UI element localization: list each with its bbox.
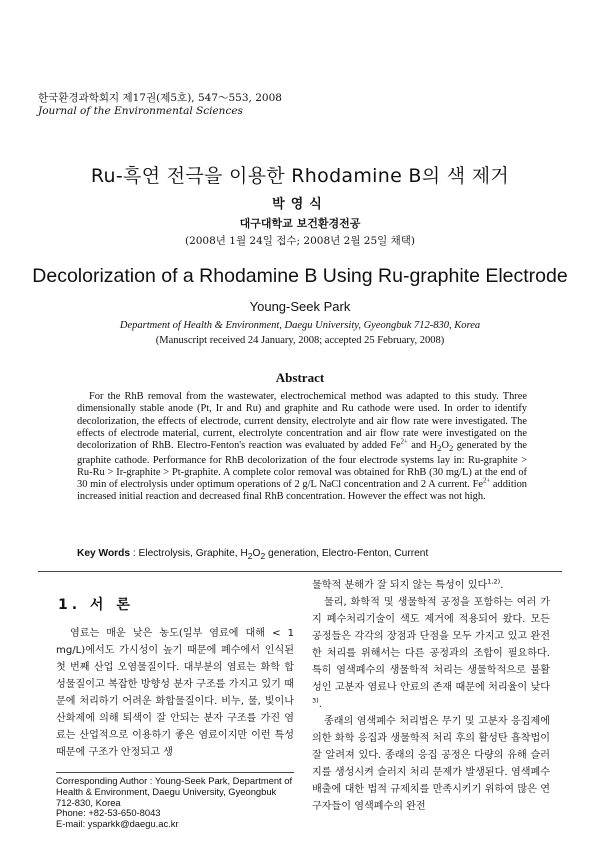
footnote-phone: Phone: +82-53-650-8043 [56,807,161,819]
paragraph [312,594,550,713]
abstract-heading: Abstract [275,370,325,385]
citation: 3) [312,696,319,705]
keywords-text: : Electrolysis, Graphite, H [130,548,248,559]
section-heading: 1. 서 론 [58,597,134,613]
paragraph-text: . [318,699,322,710]
paragraph [312,577,550,594]
subscript: 2 [437,443,442,454]
affiliation-ko: 대구대학교 보건환경전공 [239,217,361,230]
keywords-text: generation, Electro-Fenton, Current [265,548,429,559]
footnote-author: Corresponding Author : Young-Seek Park, Department of Health & Environment, Daegu University, Gyeongbuk 712-830, Korea [56,775,293,808]
subscript: 2 [247,551,253,562]
received-date-ko: (2008년 1월 24일 접수; 2008년 2월 25일 채택) [184,235,416,247]
paragraph: 종래의 염색폐수 처리법은 무기 및 고분자 응집제에 의한 화학 응집과 생물학적 처리 후의 활성탄 흡착법이 잘 알려져 있다. 종래의 응집 공정은 다량의 유해 슬러지를 생성시켜 슬러지 처리 문제가 발생된다. 염색폐수 배출에 대한 법적 규제치를 만족시키기 위하여 많은 연구자들이 염색폐수의 완전 [312,716,550,812]
citation: 1,2) [487,577,501,586]
author-en: Young-Seek Park [249,299,351,314]
subscript: 2 [260,551,266,562]
paragraph-text: 물학적 분해가 잘 되지 않는 특성이 있다 [312,580,488,591]
keywords [77,548,537,561]
abstract-text: and H [407,440,438,452]
abstract-body [77,391,527,504]
abstract-text: addition increased initial reaction and decreased final RhB concentration. However the effect was not high. [77,479,527,503]
paper-title-ko: Ru-흑연 전극을 이용한 Rhodamine B의 색 제거 [90,165,510,187]
abstract-text: generated by the graphite cathode. Performance for RhB decolorization of the four electrode systems lay in: Ru-graphite > Ru-Ru > Ir-graphite > Pt-graphite. A complete color removal was obtained for RhB (30 mg/L) at the end of 30 min of electrolysis under optimum operations of 2 g/L NaCl concentration and 2 A current. Fe [77,440,528,491]
keywords-label: Key Words [77,548,131,559]
footnote-email[interactable]: E-mail: ysparkk@daegu.ac.kr [56,818,179,830]
footnote-divider [56,772,294,773]
body-column-right [312,577,550,815]
keywords-text: O [252,548,261,559]
body-column-left: 염료는 매운 낮은 농도(일부 염료에 대해 < 1 mg/L)에서도 가시성이 높기 때문에 폐수에서 인식된 첫 번째 산업 오염물질이다. 대부분의 염료는 화학 합성물질이고 복잡한 방향성 분자 구조를 가지고 있기 때문에 처리하기 어려운 화합물질이다. 비누, 물, 빛이나 산화제에 의해 퇴색이 잘 안되는 분자 구조를 가진 염료는 산업적으로 이용하기 좋은 염료이지만 이런 특성 때문에 구조가 안정되고 생 [56,628,294,758]
abstract-text: For the RhB removal from the wastewater, electrochemical method was adapted to this study. Three dimensionally stable anode (Pt, Ir and Ru) and graphite and Ru cathode were used. In order to identify decolorization, the effects of electrode, current density, electrolyte and air flow rate were investigated. The effects of electrode material, current, electrolyte concentration and air flow rate were investigated on the decolorization of RhB. Electro-Fenton's reaction was evaluated by added Fe [77,391,527,452]
journal-name-en: Journal of the Environmental Sciences [38,105,243,117]
abstract-text: O [441,440,449,452]
subscript: 2 [449,443,454,454]
corresponding-author-footnote [56,776,294,830]
superscript: 2+ [400,438,408,446]
divider [38,571,562,572]
received-date-en: (Manuscript received 24 January, 2008; accepted 25 February, 2008) [155,335,445,346]
superscript: 2+ [483,477,491,485]
paragraph-text: 물리, 화학적 및 생물학적 공정을 포함하는 여러 가지 폐수처리기술이 색도 제거에 적용되어 왔다. 모든 공정들은 각각의 장점과 단점을 모두 가지고 있고 완전한 처리를 위해서는 다른 공정과의 조합이 필요하다. 특히 염색폐수의 생물학적 처리는 생물학적으로 불활성인 고분자 염료나 안료의 존재 때문에 처리율이 낮다 [312,597,550,693]
paragraph-text: . [500,580,504,591]
paper-title-en: Decolorization of a Rhodamine B Using Ru-graphite Electrode [32,265,568,287]
author-ko: 박영식 [272,197,328,212]
department-en: Department of Health & Environment, Daegu University, Gyeongbuk 712-830, Korea [119,320,481,331]
journal-citation-ko: 한국환경과학회지 제17권(제5호), 547～553, 2008 [38,92,282,104]
